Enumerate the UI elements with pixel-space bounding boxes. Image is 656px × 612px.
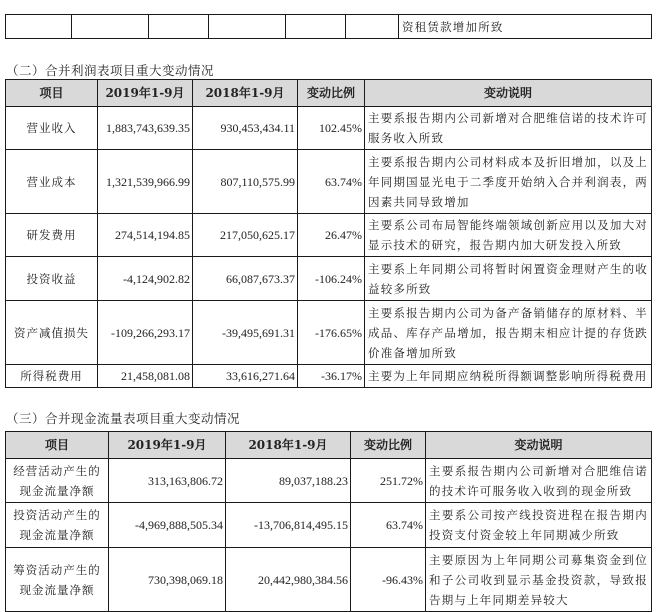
item-name: 资产减值损失	[6, 301, 98, 365]
change-description: 主要系报告期内公司为备产备销储存的原材料、半成品、库存产品增加，报告期末相应计提的存货跌价准备增加所致	[365, 301, 652, 365]
item-name: 投资收益	[6, 257, 98, 301]
item-name: 营业收入	[6, 107, 98, 150]
value-2019: 313,163,806.72	[109, 459, 226, 503]
table-header-row	[6, 432, 652, 459]
column-header-2019: 2019年1-9月	[98, 80, 193, 107]
column-header-2018: 2018年1-9月	[193, 80, 298, 107]
item-name: 所得税费用	[6, 365, 98, 388]
value-2019: 21,458,081.08	[98, 365, 193, 388]
value-2018: 930,453,434.11	[193, 107, 298, 150]
empty-cell	[6, 15, 72, 39]
value-2018: 33,616,271.64	[193, 365, 298, 388]
change-description: 主要原因为上年同期公司募集资金到位和子公司收到显示基金投资款，导致报告期与上年同期差异较大	[426, 548, 652, 612]
value-2018: 66,087,673.37	[193, 257, 298, 301]
empty-cell	[346, 15, 399, 39]
income-statement-changes-table	[5, 79, 652, 388]
table-row	[6, 150, 652, 214]
value-2019: -4,124,902.82	[98, 257, 193, 301]
table-row	[6, 214, 652, 257]
change-description: 主要系公司按产线投资进程在报告期内投资支付资金较上年同期减少所致	[426, 503, 652, 548]
empty-cell	[72, 15, 149, 39]
empty-cell	[286, 15, 346, 39]
change-ratio: 63.74%	[351, 503, 426, 548]
value-2019: 274,514,194.85	[98, 214, 193, 257]
table-row	[6, 301, 652, 365]
section-heading-income-statement: （二）合并利润表项目重大变动情况	[6, 63, 215, 78]
value-2018: 89,037,188.23	[226, 459, 351, 503]
table-header-row	[6, 80, 652, 107]
table-row	[6, 459, 652, 503]
change-description: 主要系公司布局智能终端领域创新应用以及加大对显示技术的研究，报告期内加大研发投入所致	[365, 214, 652, 257]
previous-table-fragment	[5, 14, 652, 39]
table-row	[6, 365, 652, 388]
value-2018: 20,442,980,384.56	[226, 548, 351, 612]
change-ratio: -96.43%	[351, 548, 426, 612]
table-row	[6, 548, 652, 612]
change-description: 主要为上年同期应纳税所得额调整影响所得税费用	[365, 365, 652, 388]
table-row	[6, 503, 652, 548]
column-header-2019: 2019年1-9月	[109, 432, 226, 459]
change-ratio: 26.47%	[298, 214, 365, 257]
change-description: 主要系上年同期公司将暂时闲置资金理财产生的收益较多所致	[365, 257, 652, 301]
value-2019: 1,883,743,639.35	[98, 107, 193, 150]
change-description: 主要系报告期内公司新增对合肥维信诺的技术许可服务收入收到的现金所致	[426, 459, 652, 503]
cash-flow-changes-table	[5, 431, 652, 612]
change-ratio: 102.45%	[298, 107, 365, 150]
value-2018: 807,110,575.99	[193, 150, 298, 214]
value-2019: -4,969,888,505.34	[109, 503, 226, 548]
table-row	[6, 107, 652, 150]
item-name: 营业成本	[6, 150, 98, 214]
change-description: 资租赁款增加所致	[399, 15, 652, 39]
change-ratio: 63.74%	[298, 150, 365, 214]
column-header-description: 变动说明	[426, 432, 652, 459]
change-ratio: 251.72%	[351, 459, 426, 503]
change-description: 主要系报告期内公司材料成本及折旧增加，以及上年同期国显光电于二季度开始纳入合并利润表，两因素共同导致增加	[365, 150, 652, 214]
column-header-2018: 2018年1-9月	[226, 432, 351, 459]
value-2019: 730,398,069.18	[109, 548, 226, 612]
item-name: 投资活动产生的现金流量净额	[6, 503, 109, 548]
item-name: 研发费用	[6, 214, 98, 257]
value-2019: -109,266,293.17	[98, 301, 193, 365]
change-ratio: -106.24%	[298, 257, 365, 301]
value-2018: 217,050,625.17	[193, 214, 298, 257]
change-description: 主要系报告期内公司新增对合肥维信诺的技术许可服务收入所致	[365, 107, 652, 150]
empty-cell	[209, 15, 286, 39]
column-header-item: 项目	[6, 80, 98, 107]
item-name: 经营活动产生的现金流量净额	[6, 459, 109, 503]
column-header-ratio: 变动比例	[298, 80, 365, 107]
column-header-item: 项目	[6, 432, 109, 459]
table-row	[6, 15, 652, 39]
value-2019: 1,321,539,966.99	[98, 150, 193, 214]
section-heading-cash-flow: （三）合并现金流量表项目重大变动情况	[6, 411, 241, 426]
change-ratio: -36.17%	[298, 365, 365, 388]
value-2018: -39,495,691.31	[193, 301, 298, 365]
empty-cell	[149, 15, 209, 39]
change-ratio: -176.65%	[298, 301, 365, 365]
item-name: 筹资活动产生的现金流量净额	[6, 548, 109, 612]
column-header-ratio: 变动比例	[351, 432, 426, 459]
column-header-description: 变动说明	[365, 80, 652, 107]
value-2018: -13,706,814,495.15	[226, 503, 351, 548]
table-row	[6, 257, 652, 301]
